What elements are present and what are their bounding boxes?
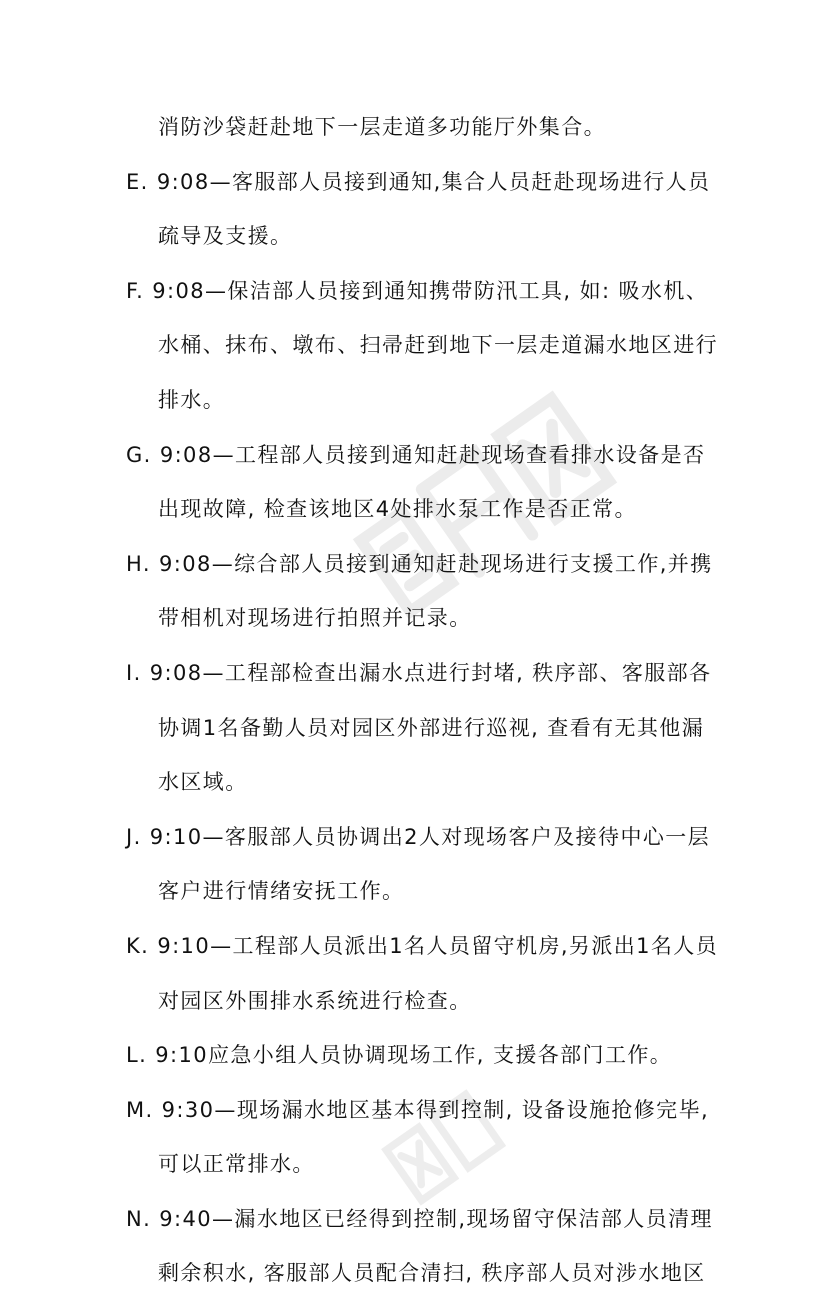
text-line: L. 9:10应急小组人员协调现场工作, 支援各部门工作。 bbox=[126, 1043, 673, 1068]
text-line: 协调1名备勤人员对园区外部进行巡视, 查看有无其他漏 bbox=[158, 715, 705, 740]
text-line: 对园区外围排水系统进行检查。 bbox=[158, 988, 472, 1013]
text-line: 水区域。 bbox=[158, 770, 248, 795]
document-body bbox=[126, 100, 719, 1301]
text-line: 消防沙袋赶赴地下一层走道多功能厅外集合。 bbox=[158, 115, 606, 139]
text-line: E. 9:08—客服部人员接到通知,集合人员赶赴现场进行人员 bbox=[126, 169, 711, 194]
text-line: 水桶、抹布、墩布、扫帚赶到地下一层走道漏水地区进行 bbox=[158, 333, 718, 358]
text-line: 疏导及支援。 bbox=[158, 224, 293, 249]
text-line: H. 9:08—综合部人员接到通知赶赴现场进行支援工作,并携 bbox=[126, 551, 713, 576]
text-line: 出现故障, 检查该地区4处排水泵工作是否正常。 bbox=[158, 497, 637, 522]
text-line: J. 9:10—客服部人员协调出2人对现场客户及接待中心一层 bbox=[126, 824, 711, 849]
text-line: 可以正常排水。 bbox=[158, 1152, 315, 1177]
text-line: F. 9:08—保洁部人员接到通知携带防汛工具, 如: 吸水机、 bbox=[126, 278, 709, 303]
text-line: G. 9:08—工程部人员接到通知赶赴现场查看排水设备是否 bbox=[126, 442, 706, 467]
text-line: 带相机对现场进行拍照并记录。 bbox=[158, 606, 472, 631]
text-line: M. 9:30—现场漏水地区基本得到控制, 设备设施抢修完毕, bbox=[126, 1097, 710, 1122]
text-line: I. 9:08—工程部检查出漏水点进行封堵, 秩序部、客服部各 bbox=[126, 660, 712, 685]
text-line: K. 9:10—工程部人员派出1名人员留守机房,另派出1名人员 bbox=[126, 933, 719, 958]
text-line: N. 9:40—漏水地区已经得到控制,现场留守保洁部人员清理 bbox=[126, 1206, 713, 1231]
text-line: 剩余积水, 客服部人员配合清扫, 秩序部人员对涉水地区 bbox=[158, 1261, 706, 1286]
text-line: 客户进行情绪安抚工作。 bbox=[158, 879, 405, 904]
text-line: 排水。 bbox=[158, 387, 226, 412]
